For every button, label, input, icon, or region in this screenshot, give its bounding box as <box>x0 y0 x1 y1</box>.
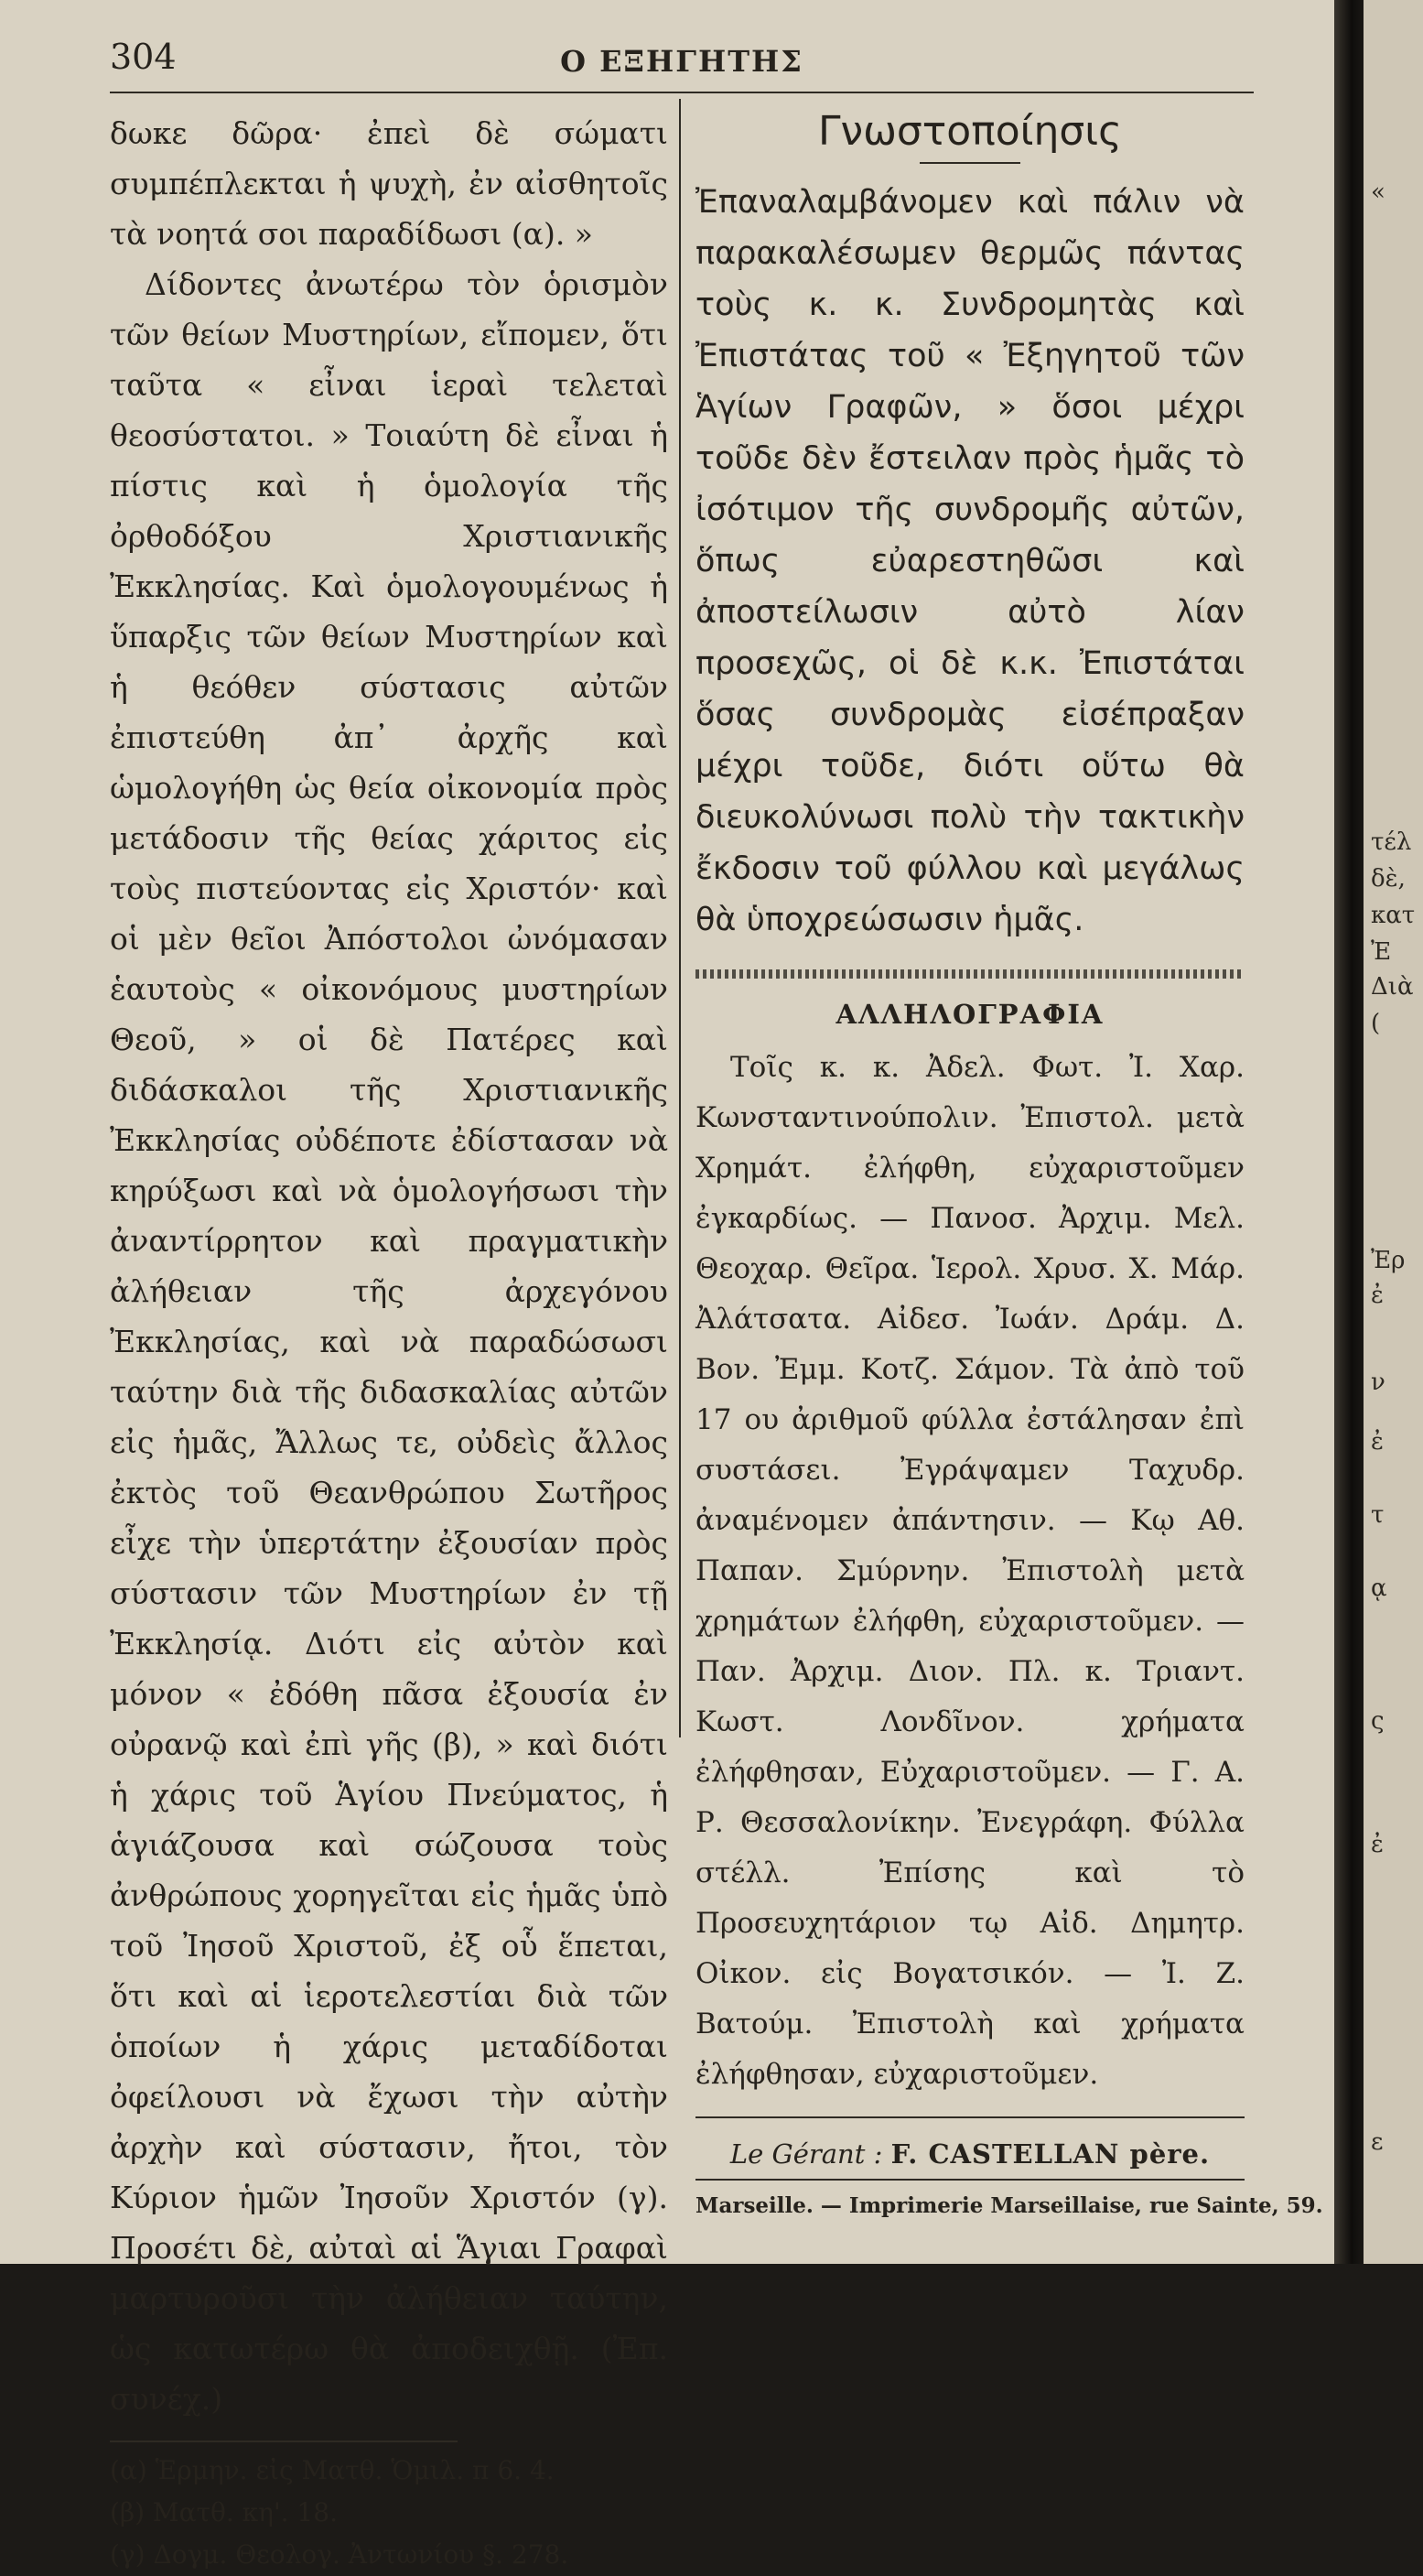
gerant-line <box>695 2138 1245 2170</box>
next-page-fragment: Διὰ <box>1371 973 1414 1001</box>
next-page-edge <box>1364 0 1423 2264</box>
next-page-fragment: ε <box>1371 2128 1384 2156</box>
next-page-fragment: ἐ <box>1371 1831 1384 1858</box>
book-gutter <box>1334 0 1364 2264</box>
running-title: Ο ΕΞΗΓΗΤΗΣ <box>560 44 803 79</box>
header-rule <box>110 92 1254 93</box>
page-number: 304 <box>110 37 177 77</box>
next-page-fragment: κατ <box>1371 902 1416 929</box>
next-page-fragment: ἐ <box>1371 1428 1384 1456</box>
notice-text: Ἐπαναλαμβάνομεν καὶ πάλιν νὰ παρακαλέσωμεν θερμῶς πάντας τοὺς κ. κ. Συνδρομητὰς καὶ Ἐπιστάτας τοῦ « Ἐξηγητοῦ τῶν Ἁγίων Γραφῶν, » ὅσοι μέχρι τοῦδε δὲν ἔστειλαν πρὸς ἡμᾶς τὸ ἰσότιμον τῆς συνδρομῆς αὐτῶν, ὅπως εὐαρεστηθῶσι καὶ ἀποστείλωσιν αὐτὸ λίαν προσεχῶς, οἱ δὲ κ.κ. Ἐπιστάται ὅσας συνδρομὰς εἰσέπραξαν μέχρι τοῦδε, διότι οὕτω θὰ διευκολύνωσι πολὺ τὴν τακτικὴν ἔκδοσιν τοῦ φύλλου καὶ μεγάλως θὰ ὑποχρεώσωσιν ἡμᾶς. <box>695 184 1245 938</box>
gerant-label: Le Gérant : <box>729 2138 883 2170</box>
next-page-fragment: ᾳ <box>1371 1575 1387 1602</box>
left-column <box>110 108 668 2576</box>
right-column <box>695 108 1323 2218</box>
page-header <box>110 37 1254 82</box>
footnotes <box>110 2441 569 2576</box>
next-page-fragment: ( <box>1371 1010 1381 1037</box>
gerant-name: F. CASTELLAN père. <box>890 2138 1211 2170</box>
footnote: (β) Ματθ. κη'. 18. <box>110 2497 338 2527</box>
next-page-fragment: « <box>1371 179 1385 206</box>
column-divider <box>679 99 681 1737</box>
printer-rule <box>695 2179 1245 2181</box>
next-page-fragment: Ἐ <box>1371 938 1392 966</box>
printer-imprint: Marseille. — Imprimerie Marseillaise, rue Sainte, 59. <box>695 2193 1323 2218</box>
next-page-fragment: δὲ, <box>1371 865 1406 893</box>
next-page-fragment: τέλ <box>1371 828 1412 856</box>
footnote: (α) Ἑρμην. εἰς Ματθ. Ὁμιλ. π 6. 4. <box>110 2455 555 2485</box>
correspondence-title: ΑΛΛΗΛΟΓΡΑΦΙΑ <box>835 999 1105 1030</box>
wavy-separator <box>695 969 1245 979</box>
title-rule <box>920 162 1020 164</box>
next-page-fragment: ς <box>1371 1707 1385 1735</box>
next-page-fragment: ν <box>1371 1369 1385 1396</box>
next-page-fragment: Ἐρ <box>1371 1247 1406 1274</box>
next-page-fragment: τ <box>1371 1501 1385 1529</box>
next-page-fragment: ἐ <box>1371 1282 1384 1309</box>
end-rule <box>695 2116 1245 2118</box>
footnote: (γ) Δογμ. Θεολογ. Ἀντωνίου §. 278. <box>110 2539 569 2570</box>
body-paragraph: Δίδοντες ἀνωτέρω τὸν ὁρισμὸν τῶν θείων Μυστηρίων, εἴπομεν, ὅτι ταῦτα « εἶναι ἱεραὶ τελεταὶ θεοσύστατοι. » Τοιαύτη δὲ εἶναι ἡ πίστις καὶ ἡ ὁμολογία τῆς ὀρθοδόξου Χριστιανικῆς Ἐκκλησίας. Καὶ ὁμολογουμένως ἡ ὕπαρξις τῶν θείων Μυστηρίων καὶ ἡ θεόθεν σύστασις αὐτῶν ἐπιστεύθη ἀπ᾽ ἀρχῆς καὶ ὡμολογήθη ὡς θεία οἰκονομία πρὸς μετάδοσιν τῆς θείας χάριτος εἰς τοὺς πιστεύοντας εἰς Χριστόν· καὶ οἱ μὲν θεῖοι Ἀπόστολοι ὠνόμασαν ἑαυτοὺς « οἰκονόμους μυστηρίων Θεοῦ, » οἱ δὲ Πατέρες καὶ διδάσκαλοι τῆς Χριστιανικῆς Ἐκκλησίας οὐδέποτε ἐδίστασαν νὰ κηρύξωσι καὶ νὰ ὁμολογήσωσι τὴν ἀναντίρρητον καὶ πραγματικὴν ἀλήθειαν τῆς ἀρχεγόνου Ἐκκλησίας, καὶ νὰ παραδώσωσι ταύτην διὰ τῆς διδασκαλίας αὐτῶν εἰς ἡμᾶς, Ἄλλως τε, οὐδεὶς ἄλλος ἐκτὸς τοῦ Θεανθρώπου Σωτῆρος εἶχε τὴν ὑπερτάτην ἐξουσίαν πρὸς σύστασιν τῶν Μυστηρίων ἐν τῇ Ἐκκλησίᾳ. Διότι εἰς αὐτὸν καὶ μόνον « ἐδόθη πᾶσα ἐξουσία ἐν οὐρανῷ καὶ ἐπὶ γῆς (β), » καὶ διότι ἡ χάρις τοῦ Ἁγίου Πνεύματος, ἡ ἁγιάζουσα καὶ σώζουσα τοὺς ἀνθρώπους χορηγεῖται εἰς ἡμᾶς ὑπὸ τοῦ Ἰησοῦ Χριστοῦ, ἐξ οὗ ἕπεται, ὅτι καὶ αἱ ἱεροτελεστίαι διὰ τῶν ὁποίων ἡ χάρις μεταδίδοται ὀφείλουσι νὰ ἔχωσι τὴν αὐτὴν ἀρχὴν καὶ σύστασιν, ἤτοι, τὸν Κύριον ἡμῶν Ἰησοῦν Χριστόν (γ). Προσέτι δὲ, αὐταὶ αἱ Ἅγιαι Γραφαὶ μαρτυροῦσι τὴν ἀλήθειαν ταύτην, ὡς κατωτέρω θὰ ἀποδειχθῇ. (Ἐπ. συνέχ.) <box>110 266 668 2417</box>
body-paragraph: δωκε δῶρα· ἐπεὶ δὲ σώματι συμπέπλεκται ἡ ψυχὴ, ἐν αἰσθητοῖς τὰ νοητά σοι παραδίδωσι (α). » <box>110 115 668 252</box>
notice-title: Γνωστοποίησις <box>817 108 1123 155</box>
correspondence-text: Τοῖς κ. κ. Ἀδελ. Φωτ. Ἰ. Χαρ. Κωνσταντινούπολιν. Ἐπιστολ. μετὰ Χρημάτ. ἐλήφθη, εὐχαριστοῦμεν ἐγκαρδίως. — Πανοσ. Ἀρχιμ. Μελ. Θεοχαρ. Θεῖρα. Ἱερολ. Χρυσ. Χ. Μάρ. Ἀλάτσατα. Αἰδεσ. Ἰωάν. Δράμ. Δ. Βον. Ἐμμ. Κοτζ. Σάμον. Τὰ ἀπὸ τοῦ 17 ου ἀριθμοῦ φύλλα ἐστάλησαν ἐπὶ συστάσει. Ἐγράψαμεν Ταχυδρ. ἀναμένομεν ἀπάντησιν. — Κῳ Αθ. Παπαν. Σμύρνην. Ἐπιστολὴ μετὰ χρημάτων ἐλήφθη, εὐχαριστοῦμεν. — Παν. Ἀρχιμ. Διον. Πλ. κ. Τριαντ. Κωστ. Λονδῖνον. χρήματα ἐλήφθησαν, Εὐχαριστοῦμεν. — Γ. Α. Ρ. Θεσσαλονίκην. Ἐνεγράφη. Φύλλα στέλλ. Ἐπίσης καὶ τὸ Προσευχητάριον τῳ Αἰδ. Δημητρ. Οἰκον. εἰς Βογατσικόν. — Ἰ. Ζ. Βατούμ. Ἐπιστολὴ καὶ χρήματα ἐλήφθησαν, εὐχαριστοῦμεν. <box>695 1051 1245 2091</box>
